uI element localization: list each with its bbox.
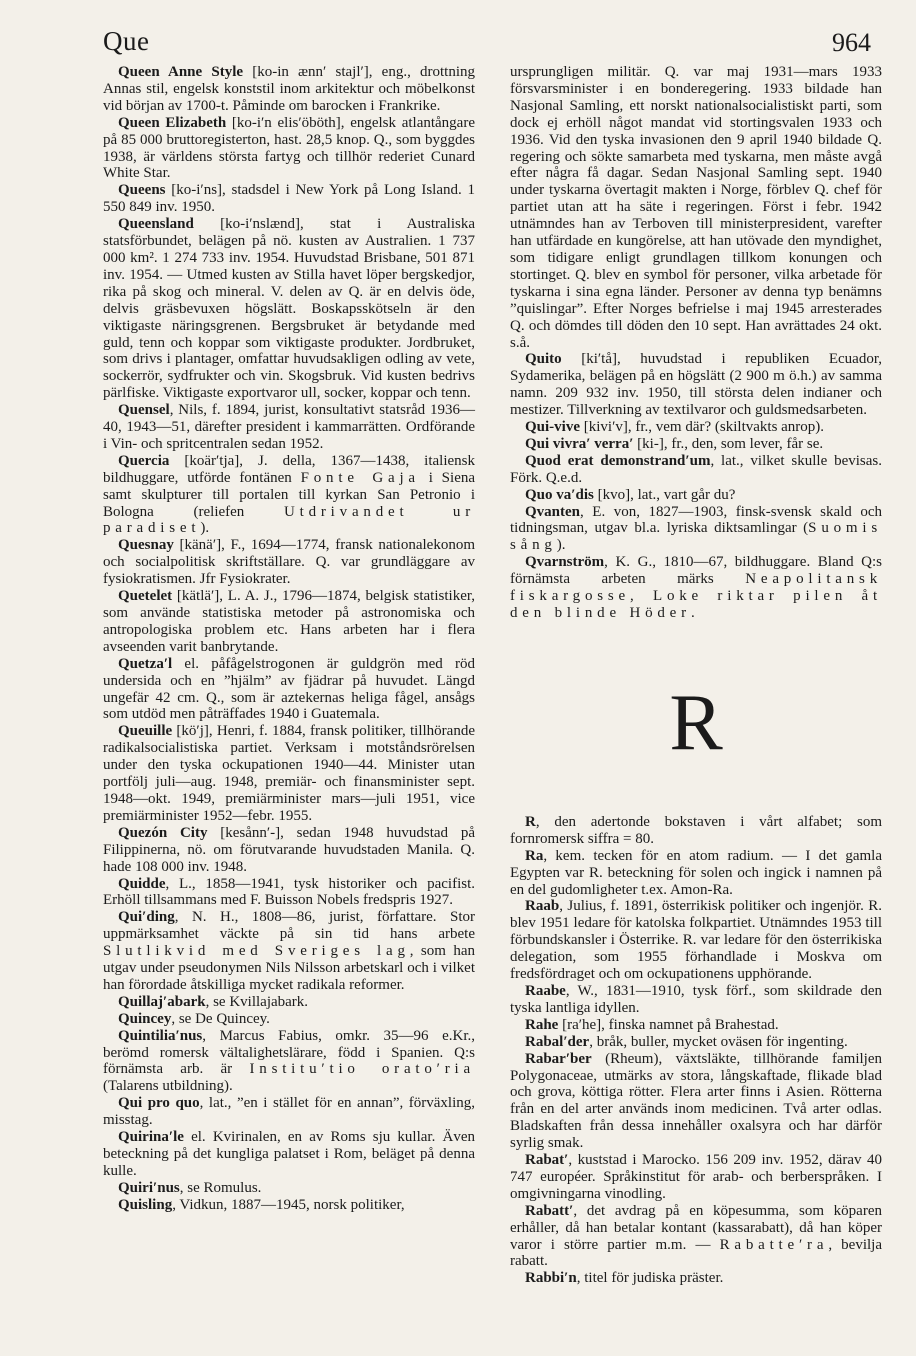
entry-text: , Julius, f. 1891, österrikisk politiker och ingenjör. R. blev 1951 ledare för katolska folkpartiet. Utnämndes 1953 till förbundskansler i Österrike. R. var ledare för den österrikiska delegation, som 1955 förhandlade i Moskva om fredsfördraget och om ockupationens upphörande. — [510, 898, 882, 983]
right-column-top-entries — [510, 64, 882, 622]
entry-headword: Quidde — [118, 875, 166, 892]
entry-text: [ko-i′n elis′öböth], engelsk atlantångare på 85 000 bruttoregisterton, hast. 28,5 knop. Q., som byggdes 1938, är världens största fartyg och tillhör rederiet Cunard White Star. — [103, 114, 475, 182]
dictionary-entry — [510, 554, 882, 622]
dictionary-entry — [510, 1203, 882, 1271]
entry-headword: Quetza′l — [118, 655, 173, 672]
entry-headword: Rahe — [525, 1016, 559, 1033]
entry-headword: Quirina′le — [118, 1129, 184, 1146]
entry-text: [känä′], F., 1694—1774, fransk nationalekonom och socialpolitisk skriftställare. Q. var grundläggare av fysiokratismen. Jfr Fysiokrater. — [103, 537, 475, 588]
entry-text: [kesånn′-], sedan 1948 huvudstad på Filippinerna, nö. om förutvarande huvudstaden Manila. Q. hade 108 000 inv. 1948. — [103, 824, 475, 875]
entry-headword: Quillaj′abark — [118, 993, 206, 1010]
dictionary-entry — [103, 656, 475, 724]
entry-headword: Queens — [118, 182, 166, 199]
entry-text: [ki-], fr., den, som lever, får se. — [633, 435, 824, 452]
dictionary-entry — [103, 1028, 475, 1096]
entry-headword: Queuille — [118, 723, 173, 740]
entry-text: , den adertonde bokstaven i vårt alfabet; som fornromersk siffra = 80. — [510, 813, 882, 847]
entry-text: [ko-i′ns], stadsdel i New York på Long Island. 1 550 849 inv. 1950. — [103, 182, 475, 216]
right-column-bottom-entries — [510, 814, 882, 1287]
entry-text: , lat., vilket skulle bevisas. Förk. Q.e.d. — [510, 452, 883, 486]
entry-text: , titel för judiska präster. — [576, 1270, 724, 1287]
entry-text: [kvo], lat., vart går du? — [593, 486, 736, 503]
dictionary-entry — [510, 814, 882, 848]
dictionary-entry — [103, 64, 475, 115]
entry-headword: Quod erat demonstrand′um — [525, 452, 711, 469]
entry-headword: Qui vivra′ verra′ — [525, 435, 634, 452]
entry-text: [kätlä′], L. A. J., 1796—1874, belgisk statistiker, som använde statistiska metoder på astronomiska och antropologiska problem etc. Hans arbeten har i flera avseenden varit banbrytande. — [103, 588, 475, 655]
entry-text: el. påfågelstrogonen är guldgrön med röd undersida och en ”hjälm” av fjädrar på huvudet. Längd ungefär 42 cm. Q., som är aztekernas heliga fågel, ansågs som utdöd men påträffades 1940 i Guatemala. — [103, 655, 475, 723]
entry-headword: Queen Anne Style — [118, 64, 244, 80]
dictionary-entry — [510, 1017, 882, 1034]
dictionary-entry — [103, 453, 475, 538]
dictionary-entry — [103, 537, 475, 588]
dictionary-entry — [510, 848, 882, 899]
entry-text: , se De Quincey. — [171, 1010, 270, 1027]
dictionary-entry — [103, 1095, 475, 1129]
entry-text: [ki′tå], huvudstad i republiken Ecuador, Sydamerika, belägen på en högslätt (2 900 m ö.h.) av samma namn. 209 932 inv. 1950, till största delen indianer och mestizer. Tillverkning av textilvaror och guldsmedsarbeten. — [510, 351, 882, 419]
dictionary-entry — [510, 1051, 882, 1152]
entry-spaced-title: Neapolitansk fiskargosse, Loke riktar pilen åt den blinde Höder — [510, 571, 882, 621]
left-column — [103, 64, 475, 1214]
entry-headword: Qui pro quo — [118, 1095, 200, 1112]
entry-headword: Quensel — [118, 402, 170, 419]
entry-text: , det avdrag på en köpesumma, som köparen erhåller, då han betalar kontant (kassarabatt), då han köper varor i större partier m.m. — — [510, 1202, 882, 1253]
entry-text: , lat., ”en i stället för en annan”, förväxling, misstag. — [103, 1095, 476, 1129]
dictionary-entry — [103, 876, 475, 910]
dictionary-entry — [103, 588, 475, 656]
entry-text: ). — [200, 520, 210, 537]
entry-spaced-title: Institu′tio orato′ria — [249, 1061, 475, 1078]
entry-headword: Quisling — [118, 1196, 173, 1213]
dictionary-entry — [510, 453, 882, 487]
entry-headword: Rabbi′n — [525, 1270, 577, 1287]
dictionary-entry — [510, 419, 882, 436]
entry-headword: Rabat′ — [525, 1152, 569, 1169]
dictionary-entry — [510, 64, 882, 351]
dictionary-entry — [510, 351, 882, 419]
entry-text: , Nils, f. 1894, jurist, konsultativt statsråd 1936—40, 1943—51, därefter president i kammarrätten. Ordförande i Vin- och spritcentralen sedan 1952. — [103, 402, 475, 452]
entry-text: [kivi′v], fr., vem där? (skiltvakts anrop). — [580, 419, 825, 436]
dictionary-entry — [510, 1270, 882, 1287]
dictionary-entry — [510, 504, 882, 555]
right-column — [510, 64, 882, 1287]
dictionary-entry — [103, 402, 475, 453]
entry-text: ursprungligen militär. Q. var maj 1931—mars 1933 försvarsminister i en bonderegering. 1933 bildade han Nasjonal Samling, ett norskt nationalsocialistiskt parti, som dock ej erhöll något mandat vid stortingsvalen 1933 och 1936. Vid den tyska invasionen den 9 april 1940 bildade Q. regering och sökte samarbeta med tyskarna, men måste avgå efter några få dagar. Sedan Nasjonal Samling sept. 1940 under tyskarna övertagit makten i Norge, förblev Q. chef för partiet utan att ha säte i regeringen. Först i febr. 1942 utnämndes han av Terboven till ministerpresident, varefter han utfärdade en kungörelse, att han utövade den myndighet, som tidigare enligt grundlagen tillkom konungen och stortinget. Q. blev en symbol för personer, vilka arbetade för tyskarna i sina egna länder. Personer av denna typ benämns ”quislingar”. Efter Norges befrielse i maj 1945 arresterades Q. och dömdes till döden den 10 sept. Han avrättades 24 okt. s.å. — [510, 64, 882, 351]
dictionary-entry — [103, 1011, 475, 1028]
entry-headword: Quo va′dis — [525, 486, 594, 503]
entry-text: , K. G., 1810—67, bildhuggare. Bland Q:s förnämsta arbeten märks — [510, 554, 882, 588]
entry-headword: Queensland — [118, 216, 194, 233]
entry-spaced-title: Rabatte′ra — [719, 1236, 829, 1253]
entry-headword: Rabar′ber — [525, 1050, 592, 1067]
entry-headword: Qui′ding — [118, 909, 175, 926]
page-number: 964 — [832, 28, 871, 57]
entry-text: [ko-i′nslænd], stat i Australiska statsförbundet, belägen på nö. kusten av Australien. 1 737 000 km². 1 274 733 inv. 1954. Huvudstad Brisbane, 501 871 inv. 1954. — Utmed kusten av Stilla havet löper bergskedjor, rika på skog och mineral. V. delen av Q. är en delvis öde, delvis gräsbevuxen högslätt. Boskapsskötseln är den viktigaste näringsgrenen. Bergsbruket är betydande med guld, tenn och koppar som viktigaste produkter. Jordbruket, som drivs i plantager, omfattar huvudsakligen odling av vete, sockerrör, sydfrukter och vin. Skogsbruk. Vid kusten bedrivs pärlfiske. Viktigaste exportvaror ull, socker, koppar och tenn. — [103, 216, 475, 402]
entry-text: (Rheum), växtsläkte, tillhörande familjen Polygonaceae, utmärks av stora, långskaftade, flikade blad och grova, köttiga rötter. Flera arter finns i Asien. Rötterna från en del arter används inom medicinen. Två arter odlas. Bladskaften från dessa innehåller oxalsyra och har därför syrlig smak. — [510, 1050, 882, 1152]
dictionary-entry — [510, 436, 882, 453]
dictionary-entry — [510, 983, 882, 1017]
entry-text: . — [690, 605, 695, 621]
entry-text: , som han utgav under pseudonymen Nils Nilsson arbetskarl och i vilket han förordade åtskilliga mycket radikala reformer. — [103, 943, 475, 993]
entry-text: , E. von, 1827—1903, finsk-svensk skald och tidningsman, utgav bl.a. lyriska diktsamlingar ( — [510, 503, 882, 537]
dictionary-entry — [510, 1034, 882, 1051]
dictionary-entry — [103, 994, 475, 1011]
entry-headword: Quintilia′nus — [118, 1027, 203, 1044]
dictionary-entry — [103, 1197, 475, 1214]
dictionary-entry — [510, 487, 882, 504]
dictionary-entry — [510, 898, 882, 983]
entry-text: ). — [556, 537, 566, 554]
dictionary-entry — [103, 1180, 475, 1197]
entry-text: (Talarens utbildning). — [103, 1078, 233, 1095]
entry-headword: Rabal′der — [525, 1033, 590, 1050]
dictionary-entry — [103, 909, 475, 994]
entry-headword: Raabe — [525, 982, 566, 999]
dictionary-entry — [103, 182, 475, 216]
entry-text: [koär′tja], J. della, 1367—1438, italiensk bildhuggare, utförde fontänen — [103, 452, 475, 486]
entry-headword: Quezón City — [118, 824, 208, 841]
entry-headword: Qvarnström — [525, 554, 605, 571]
entry-headword: Queen Elizabeth — [118, 114, 227, 131]
entry-headword: Quincey — [118, 1010, 172, 1027]
dictionary-entry — [103, 825, 475, 876]
entry-headword: Ra — [525, 847, 544, 864]
entry-text: , N. H., 1808—86, jurist, författare. Stor uppmärksamhet väckte på sin tid hans arbete — [103, 909, 475, 943]
entry-spaced-title: Suomis sång — [510, 520, 882, 554]
entry-headword: Rabatt′ — [525, 1202, 574, 1219]
entry-headword: Qvanten — [525, 503, 581, 520]
entry-text: [ko-in ænn′ stajl′], eng., drottning Annas stil, engelsk konststil inom arkitektur och möbelkonst vid början av 1700-t. Påminde om barocken i Frankrike. — [103, 64, 476, 114]
dictionary-entry — [103, 216, 475, 402]
entry-headword: Quito — [525, 351, 562, 368]
running-head-word: Que — [103, 26, 150, 56]
entry-spaced-title: Fonte Gaja — [300, 469, 420, 486]
entry-headword: Quetelet — [118, 588, 173, 605]
dictionary-entry — [510, 1152, 882, 1203]
section-letter: R — [669, 678, 723, 767]
entry-spaced-title: Utdrivandet ur paradiset — [103, 503, 476, 537]
entry-text: [ra′he], finska namnet på Brahestad. — [558, 1016, 779, 1033]
entry-text: , se Romulus. — [179, 1179, 262, 1196]
entry-headword: Quiri′nus — [118, 1179, 180, 1196]
entry-text: , kuststad i Marocko. 156 209 inv. 1952, därav 40 747 européer. Språkinstitut för arab- och berberspråken. I omgivningarna vinodling. — [510, 1152, 882, 1202]
entry-text: , bevilja rabatt. — [510, 1236, 882, 1270]
entry-text: i Siena samt skulpturer till portalen till kyrkan San Petronio i Bologna (reliefen — [103, 469, 476, 520]
entry-text: , se Kvillajabark. — [205, 993, 309, 1010]
entry-text: el. Kvirinalen, en av Roms sju kullar. Även beteckning på det kungliga palatset i Rom, beläget på denna kulle. — [103, 1129, 475, 1179]
dictionary-entry — [103, 1129, 475, 1180]
entry-text: , L., 1858—1941, tysk historiker och pacifist. Erhöll tillsammans med F. Buisson Nobels fredspris 1927. — [103, 875, 475, 909]
entry-text: , kem. tecken för en atom radium. — I det gamla Egypten var R. beteckning för solen och ingick i namnen på en del gudomligheter t.ex. Amon-Ra. — [510, 847, 882, 898]
entry-headword: Raab — [525, 898, 560, 915]
entry-text: [kö′j], Henri, f. 1884, fransk politiker, tillhörande radikalsocialistiska partiet. Verksam i motståndsrörelsen under den tyska ockupationen 1940—44. Minister utan portfölj juli—aug. 1948, premiär- och finansminister sept. 1948—okt. 1949, premiärminister mars—juli 1951, vice premiärminister 1952—febr. 1955. — [103, 723, 475, 824]
entry-headword: Quercia — [118, 452, 170, 469]
entry-spaced-title: Slutlikvid med Sveriges lag — [103, 943, 410, 960]
entry-text: , Vidkun, 1887—1945, norsk politiker, — [172, 1196, 405, 1213]
entry-headword: Qui-vive — [525, 419, 580, 436]
entry-headword: Quesnay — [118, 537, 174, 554]
dictionary-entry — [103, 723, 475, 824]
entry-text: , Marcus Fabius, omkr. 35—96 e.Kr., berömd romersk vältalighetslärare, född i Spanien. Q:s förnämsta arb. är — [103, 1027, 475, 1078]
entry-text: , bråk, buller, mycket oväsen för ingenting. — [589, 1033, 848, 1050]
entry-text: , W., 1831—1910, tysk förf., som skildrade den tyska lantliga idyllen. — [510, 982, 882, 1016]
entry-headword: R — [525, 813, 536, 830]
dictionary-entry — [103, 115, 475, 183]
